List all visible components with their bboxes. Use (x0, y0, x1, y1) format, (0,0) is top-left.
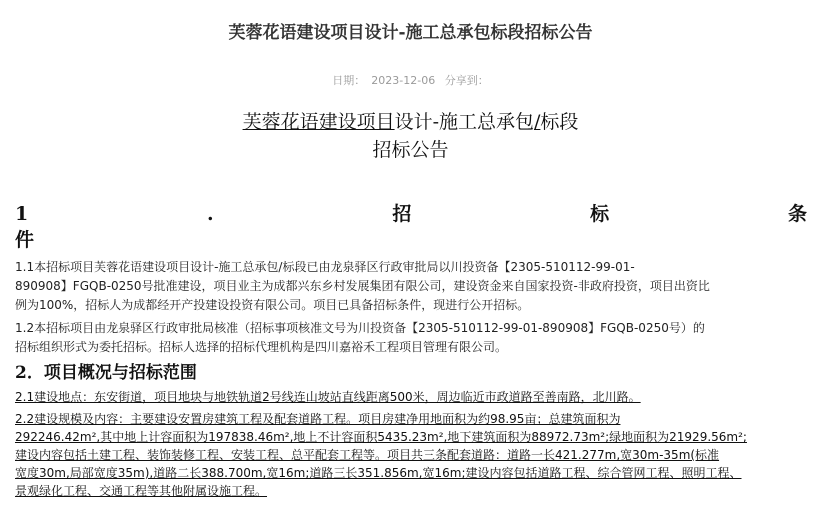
paragraph-line: 2.2建设规模及内容：主要建设安置房建筑工程及配套道路工程。项目房建净用地面积为约98.95亩；总建筑面积为 (15, 412, 621, 426)
section2-heading: 2．项目概况与招标范围 (15, 363, 197, 383)
document-title-line2: 招标公告 (372, 139, 449, 161)
document-title (0, 108, 821, 164)
document-title-line1 (0, 108, 821, 136)
title-part: 设计-施工总承包 (394, 111, 534, 133)
paragraph-line: 2.1建设地点：东安街道，项目地块与地铁轨道2号线连山坡站直线距离500米，周边临近市政道路至善南路，北川路。 (15, 390, 641, 404)
paragraph-line: 1.1本招标项目芙蓉花语建设项目设计-施工总承包/标段已由龙泉驿区行政审批局以川投资备【2305-510112-99-01- (15, 260, 635, 274)
heading-char: 标 (590, 203, 610, 225)
section1-heading-tail: 件 (15, 229, 35, 251)
section1-heading-row (15, 201, 807, 227)
page-title: 芙蓉花语建设项目设计-施工总承包标段招标公告 (228, 23, 593, 43)
heading-char: 招 (392, 203, 412, 225)
date-label: 日期： (332, 74, 366, 87)
paragraph-1-1 (15, 258, 807, 315)
section1-heading (15, 201, 807, 253)
paragraph-line: 招标组织形式为委托招标。招标人选择的招标代理机构是四川嘉裕禾工程项目管理有限公司。 (15, 340, 508, 354)
paragraph-2-1 (15, 388, 807, 406)
title-slash: / (534, 111, 541, 133)
paragraph-line: 890908】FGQB-0250号批准建设，项目业主为成都兴东乡村发展集团有限公司，建设资金来自国家投资-非政府投资，项目出资比 (15, 279, 710, 293)
paragraph-line: 宽度30m,局部宽度35m),道路二长388.700m,宽16m;道路三长351.856m,宽16m;建设内容包括道路工程、综合管网工程、照明工程、 (15, 466, 742, 480)
paragraph-line: 例为100%，招标人为成都经开产投建设投资有限公司。项目已具备招标条件，现进行公开招标。 (15, 298, 530, 312)
paragraph-line: 景观绿化工程、交通工程等其他附属设施工程。 (15, 484, 268, 498)
heading-char: 条 (787, 203, 807, 225)
paragraph-line: 1.2本招标项目由龙泉驿区行政审批局核准（招标事项核准文号为川投资备【2305-510112-99-01-890908】FGQB-0250号）的 (15, 321, 705, 335)
title-end: 标段 (540, 111, 579, 133)
meta-line (0, 72, 821, 88)
heading-char: . (207, 203, 214, 225)
paragraph-line: 292246.42m²,其中地上计容面积为197838.46m²,地上不计容面积5435.23m²,地下建筑面积为88972.73m²;绿地面积为21929.56m²; (15, 430, 747, 444)
paragraph-line: 建设内容包括土建工程、装饰装修工程、安装工程、总平配套工程等。项目共三条配套道路：道路一长421.277m,宽30m-35m(标准 (15, 448, 720, 462)
heading-char: 1 (15, 203, 29, 225)
date-value: 2023-12-06 (371, 74, 436, 87)
share-label: 分享到： (444, 74, 489, 87)
paragraph-2-2 (15, 410, 807, 500)
project-name: 芙蓉花语建设项目 (242, 111, 395, 133)
paragraph-1-2 (15, 319, 807, 357)
